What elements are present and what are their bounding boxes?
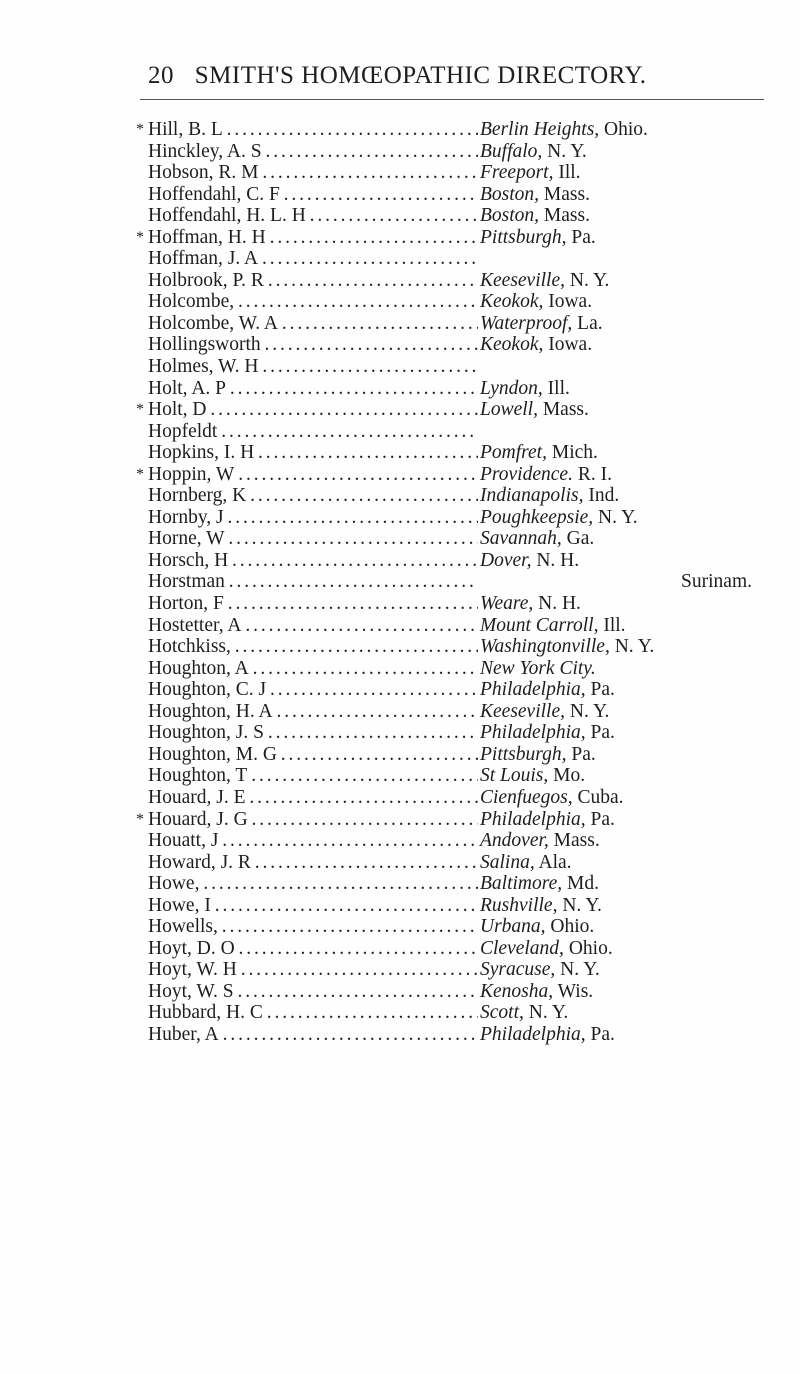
location xyxy=(480,184,770,206)
city: Scott, xyxy=(480,1002,524,1024)
physician-name: Houghton, A . . . xyxy=(148,658,478,680)
state: Ill. xyxy=(558,162,581,184)
city: Keokok, xyxy=(480,334,544,356)
physician-name: Horton, F . . . xyxy=(148,593,478,615)
state: N. H. xyxy=(536,549,580,571)
location xyxy=(480,701,770,723)
city: Freeport, xyxy=(480,162,554,184)
location xyxy=(480,765,770,787)
location xyxy=(480,959,770,981)
directory-entry xyxy=(136,463,760,486)
directory-entry xyxy=(148,615,760,637)
location xyxy=(480,550,770,572)
state: N. Y. xyxy=(569,700,610,722)
physician-name: Howe, I . . . xyxy=(148,895,478,917)
directory-entry xyxy=(148,442,760,464)
location xyxy=(480,1002,770,1024)
directory-entry xyxy=(148,722,760,744)
city: Andover, xyxy=(480,830,549,852)
location xyxy=(480,528,770,550)
page-header xyxy=(148,62,647,90)
directory-entry xyxy=(148,701,760,723)
city: Boston, xyxy=(480,205,540,227)
location xyxy=(480,399,770,421)
state: Ill. xyxy=(603,614,626,636)
physician-name: Holcombe, . . . xyxy=(148,291,478,313)
directory-entry xyxy=(148,679,760,701)
directory-entry xyxy=(148,378,760,400)
physician-name: Holmes, W. H . . . xyxy=(148,356,478,378)
state: Mass. xyxy=(553,830,600,852)
state: N. H. xyxy=(538,593,581,615)
state: Mo. xyxy=(553,765,586,787)
directory-entry xyxy=(148,636,760,658)
physician-name: Holt, A. P . . . xyxy=(148,378,478,400)
page-title: SMITH'S HOMŒOPATHIC DIRECTORY. xyxy=(194,62,647,89)
location xyxy=(480,873,770,895)
location xyxy=(480,895,770,917)
directory-entry xyxy=(148,356,760,378)
state: Mass. xyxy=(543,205,590,227)
physician-name: Huber, A . . . xyxy=(148,1024,478,1046)
physician-name: Holbrook, P. R . . . xyxy=(148,270,478,292)
state: Mass. xyxy=(542,399,589,421)
city: Rushville, xyxy=(480,894,558,916)
city: Philadelphia, xyxy=(480,808,586,830)
directory-entry xyxy=(148,895,760,917)
location xyxy=(480,334,770,356)
state: Pa. xyxy=(590,679,615,701)
location xyxy=(480,658,770,680)
state: Pa. xyxy=(590,722,615,744)
location xyxy=(480,722,770,744)
state: Md. xyxy=(567,873,599,895)
physician-name: Hornberg, K . . . xyxy=(148,485,478,507)
physician-name: Houatt, J . . . xyxy=(148,830,478,852)
city: Kenosha, xyxy=(480,980,554,1002)
directory-entry xyxy=(148,744,760,766)
directory-entry xyxy=(148,873,760,895)
directory-entry xyxy=(148,571,760,593)
physician-name: Holcombe, W. A . . . xyxy=(148,313,478,335)
directory-entry xyxy=(148,421,760,443)
state: Pa. xyxy=(590,808,615,830)
city: Waterproof, xyxy=(480,312,573,334)
state: La. xyxy=(577,312,603,334)
physician-name: Holt, D . . . xyxy=(148,399,478,421)
city: Washingtonville, xyxy=(480,636,610,658)
state: R. I. xyxy=(577,463,612,485)
state: N. Y. xyxy=(598,506,638,528)
directory-entry xyxy=(148,162,760,184)
physician-name: Hill, B. L . . . xyxy=(148,119,478,141)
physician-name: Hoffendahl, C. F . . . xyxy=(148,184,478,206)
physician-name: Hoyt, D. O . . . xyxy=(148,938,478,960)
directory-entry xyxy=(148,1024,760,1046)
asterisk-marker: * xyxy=(136,228,144,246)
city: New York City. xyxy=(480,657,596,679)
location xyxy=(480,916,770,938)
directory-entry xyxy=(148,852,760,874)
city: Indianapolis, xyxy=(480,485,584,507)
city: Salina, xyxy=(480,851,535,873)
state: Pa. xyxy=(571,743,596,765)
state: Ind. xyxy=(588,485,620,507)
directory-entry xyxy=(148,765,760,787)
directory-entry xyxy=(148,528,760,550)
physician-name: Houard, J. E . . . xyxy=(148,787,478,809)
physician-name: Hoyt, W. S . . . xyxy=(148,981,478,1003)
directory-list xyxy=(136,119,760,1046)
directory-entry xyxy=(148,313,760,335)
directory-entry xyxy=(148,938,760,960)
city: Pomfret, xyxy=(480,442,547,464)
physician-name: Horne, W . . . xyxy=(148,528,478,550)
physician-name: Hotchkiss, . . . xyxy=(148,636,478,658)
directory-entry xyxy=(148,787,760,809)
state: Cuba. xyxy=(577,786,624,808)
state: N. Y. xyxy=(560,959,600,981)
physician-name: Houard, J. G . . . xyxy=(148,809,478,831)
state: Ohio. xyxy=(568,937,613,959)
city: Baltimore, xyxy=(480,873,563,895)
directory-entry xyxy=(148,1002,760,1024)
location xyxy=(480,442,770,464)
location xyxy=(480,119,770,141)
state: N. Y. xyxy=(569,269,610,291)
state: Ill. xyxy=(547,377,570,399)
city: St Louis, xyxy=(480,765,549,787)
location xyxy=(480,464,770,486)
location xyxy=(480,636,770,658)
directory-entry xyxy=(148,334,760,356)
state: Iowa. xyxy=(548,334,593,356)
directory-entry xyxy=(148,550,760,572)
physician-name: Hollingsworth . . . xyxy=(148,334,478,356)
directory-entry xyxy=(148,507,760,529)
location xyxy=(480,938,770,960)
city: Lowell, xyxy=(480,399,538,421)
state: Ala. xyxy=(538,851,572,873)
physician-name: Hoffendahl, H. L. H . . . xyxy=(148,205,478,227)
city: Buffalo, xyxy=(480,140,543,162)
physician-name: Houghton, T . . . xyxy=(148,765,478,787)
directory-entry xyxy=(148,658,760,680)
physician-name: Hobson, R. M . . . xyxy=(148,162,478,184)
state: N. Y. xyxy=(614,636,655,658)
physician-name: Hoppin, W . . . xyxy=(148,464,478,486)
location xyxy=(480,205,770,227)
page-number: 20 xyxy=(148,62,174,89)
physician-name: Hubbard, H. C . . . xyxy=(148,1002,478,1024)
location xyxy=(480,227,770,249)
city: Philadelphia, xyxy=(480,1023,586,1045)
state: N. Y. xyxy=(562,894,602,916)
state: Ohio. xyxy=(550,916,595,938)
physician-name: Hopkins, I. H . . . xyxy=(148,442,478,464)
location xyxy=(480,485,770,507)
directory-entry xyxy=(148,981,760,1003)
directory-entry xyxy=(136,119,760,141)
location xyxy=(480,852,770,874)
state: Ga. xyxy=(566,528,595,550)
location xyxy=(480,141,770,163)
directory-entry xyxy=(148,248,760,270)
physician-name: Hoffman, J. A . . . xyxy=(148,248,478,270)
physician-name: Hinckley, A. S . . . xyxy=(148,141,478,163)
location xyxy=(480,291,770,313)
city: Dover, xyxy=(480,549,532,571)
physician-name: Horsch, H . . . xyxy=(148,550,478,572)
physician-name: Hopfeldt . . . xyxy=(148,421,478,443)
city: Keokok, xyxy=(480,291,544,313)
city: Urbana, xyxy=(480,916,546,938)
asterisk-marker: * xyxy=(136,810,144,828)
city: Syracuse, xyxy=(480,959,556,981)
location xyxy=(480,679,770,701)
physician-name: Howells, . . . xyxy=(148,916,478,938)
state: Ohio. xyxy=(604,119,648,140)
city: Poughkeepsie, xyxy=(480,506,594,528)
state: Mich. xyxy=(551,442,598,464)
directory-entry xyxy=(136,399,760,421)
directory-entry xyxy=(148,485,760,507)
directory-entry xyxy=(148,184,760,206)
location xyxy=(480,270,770,292)
location xyxy=(480,981,770,1003)
location xyxy=(480,593,770,615)
physician-name: Horstman . . . xyxy=(148,571,478,593)
state: Mass. xyxy=(543,183,590,205)
location xyxy=(480,830,770,852)
physician-name: Hostetter, A . . . xyxy=(148,615,478,637)
state: Wis. xyxy=(557,980,594,1002)
directory-entry xyxy=(148,205,760,227)
directory-entry xyxy=(148,291,760,313)
location xyxy=(480,809,770,831)
physician-name: Houghton, M. G . . . xyxy=(148,744,478,766)
directory-entry xyxy=(136,808,760,831)
city: Weare, xyxy=(480,593,534,615)
city: Pittsburgh, xyxy=(480,743,567,765)
city: Cleveland, xyxy=(480,937,564,959)
state: Pa. xyxy=(571,226,596,248)
city: Philadelphia, xyxy=(480,679,586,701)
physician-name: Hoyt, W. H . . . xyxy=(148,959,478,981)
city: Mount Carroll, xyxy=(480,614,599,636)
city: Providence. xyxy=(480,463,573,485)
location xyxy=(480,507,770,529)
directory-entry xyxy=(148,959,760,981)
city: Pittsburgh, xyxy=(480,226,567,248)
asterisk-marker: * xyxy=(136,465,144,483)
city: Berlin Heights, xyxy=(480,119,600,140)
physician-name: Houghton, H. A . . . xyxy=(148,701,478,723)
state: N. Y. xyxy=(528,1002,569,1024)
header-rule xyxy=(140,99,764,100)
location xyxy=(480,162,770,184)
state: Pa. xyxy=(590,1023,615,1045)
city: Philadelphia, xyxy=(480,722,586,744)
city: Boston, xyxy=(480,183,540,205)
location xyxy=(480,615,770,637)
physician-name: Houghton, J. S . . . xyxy=(148,722,478,744)
city: Cienfuegos, xyxy=(480,786,573,808)
location-country: Surinam. xyxy=(681,571,752,593)
directory-entry xyxy=(148,593,760,615)
city: Keeseville, xyxy=(480,700,565,722)
location xyxy=(480,378,770,400)
physician-name: Houghton, C. J . . . xyxy=(148,679,478,701)
city: Lyndon, xyxy=(480,377,543,399)
city: Savannah, xyxy=(480,528,562,550)
physician-name: Howe, . . . xyxy=(148,873,478,895)
directory-entry xyxy=(148,270,760,292)
state: Iowa. xyxy=(548,291,593,313)
directory-entry xyxy=(148,830,760,852)
location xyxy=(480,1024,770,1046)
location xyxy=(480,744,770,766)
directory-entry xyxy=(148,916,760,938)
directory-entry xyxy=(148,141,760,163)
city: Keeseville, xyxy=(480,269,565,291)
physician-name: Hornby, J . . . xyxy=(148,507,478,529)
location xyxy=(480,313,770,335)
physician-name: Howard, J. R . . . xyxy=(148,852,478,874)
location xyxy=(480,787,770,809)
state: N. Y. xyxy=(547,140,587,162)
asterisk-marker: * xyxy=(136,121,144,138)
asterisk-marker: * xyxy=(136,401,144,419)
directory-entry xyxy=(136,226,760,249)
physician-name: Hoffman, H. H . . . xyxy=(148,227,478,249)
